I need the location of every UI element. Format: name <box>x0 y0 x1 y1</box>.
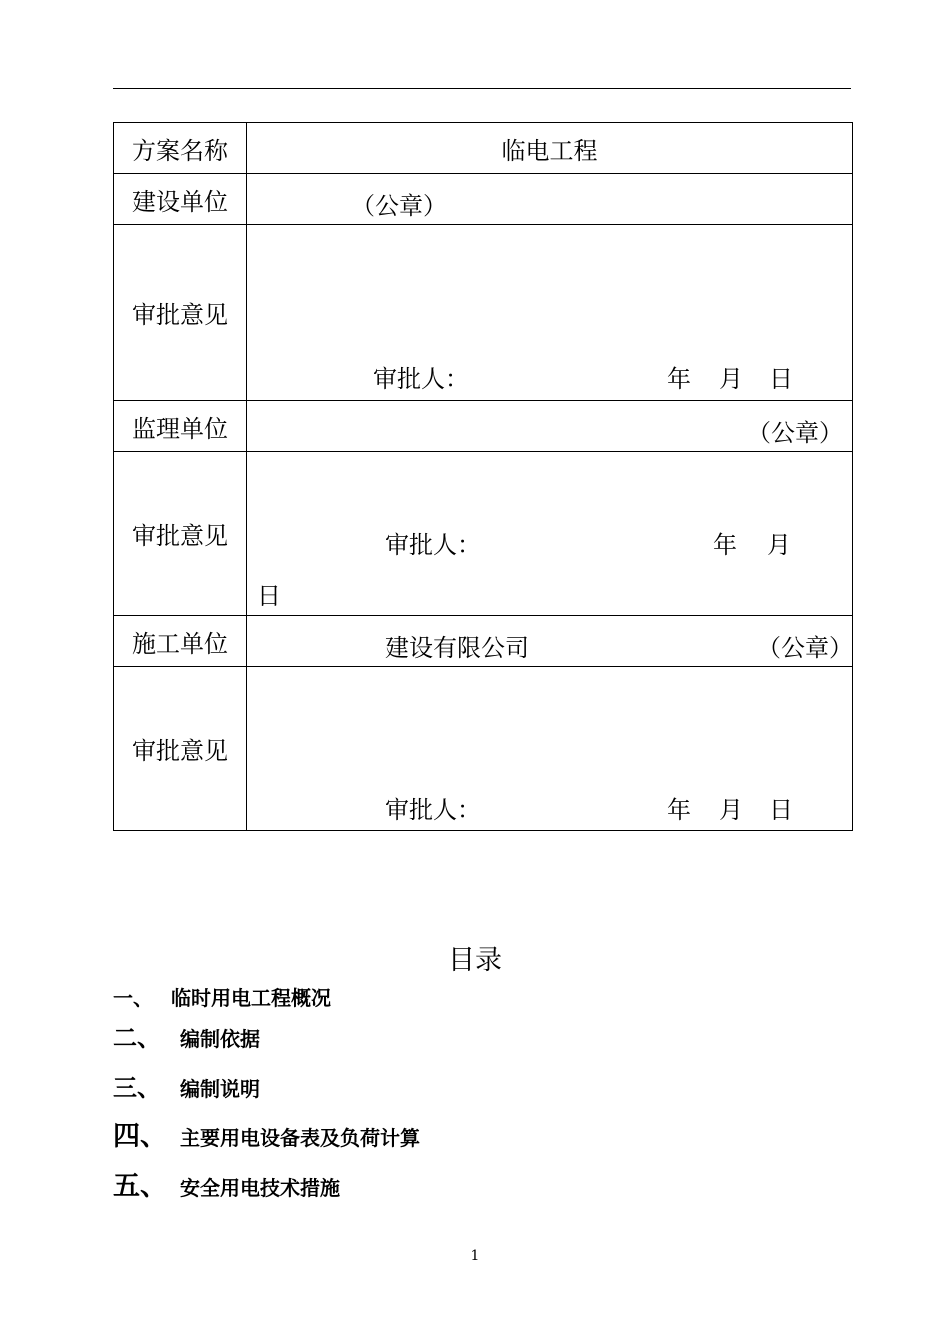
construction-unit-cell <box>247 174 853 225</box>
day-label: 日 <box>257 582 281 610</box>
table-row <box>114 174 853 225</box>
toc-item[interactable] <box>113 1164 340 1203</box>
construction-unit-label: 建设单位 <box>114 174 247 225</box>
approver-label: 审批人： <box>385 531 481 559</box>
approval-opinion-cell <box>247 225 853 401</box>
toc-item[interactable] <box>113 982 331 1011</box>
seal-text: （公章） <box>757 634 853 662</box>
month-label: 月 <box>719 365 743 393</box>
toc-item-text: 安全用电技术措施 <box>180 1176 340 1200</box>
contractor-unit-label: 施工单位 <box>114 616 247 667</box>
supervision-unit-label: 监理单位 <box>114 401 247 452</box>
approval-table <box>113 122 853 831</box>
toc-item-text: 编制说明 <box>180 1077 260 1101</box>
table-row <box>114 616 853 667</box>
toc-item[interactable] <box>113 1018 260 1053</box>
toc-item-number: 二、 <box>113 1024 161 1052</box>
month-label: 月 <box>719 796 743 824</box>
approval-opinion-cell <box>247 452 853 616</box>
toc-item-number: 三、 <box>113 1074 161 1102</box>
page-number: 1 <box>470 1248 480 1264</box>
seal-text: （公章） <box>747 419 843 447</box>
year-label: 年 <box>667 365 691 393</box>
toc-item[interactable] <box>113 1068 260 1103</box>
company-name: 建设有限公司 <box>385 634 529 662</box>
toc-item-text: 临时用电工程概况 <box>171 986 331 1010</box>
day-label: 日 <box>769 365 793 393</box>
approval-opinion-label: 审批意见 <box>114 225 247 401</box>
scheme-name-value: 临电工程 <box>247 123 853 174</box>
approval-opinion-label: 审批意见 <box>114 667 247 831</box>
scheme-name-label: 方案名称 <box>114 123 247 174</box>
toc-item-number: 一、 <box>113 986 153 1010</box>
table-row <box>114 123 853 174</box>
contractor-unit-cell <box>247 616 853 667</box>
year-label: 年 <box>667 796 691 824</box>
header-rule <box>113 88 851 89</box>
toc-item-number: 五、 <box>113 1171 167 1202</box>
supervision-unit-cell <box>247 401 853 452</box>
day-label: 日 <box>769 796 793 824</box>
toc-item-text: 主要用电设备表及负荷计算 <box>180 1126 420 1150</box>
table-row <box>114 667 853 831</box>
month-label: 月 <box>767 531 791 559</box>
table-row <box>114 225 853 401</box>
toc-item-number: 四、 <box>113 1121 167 1152</box>
toc-item[interactable] <box>113 1114 420 1153</box>
approval-opinion-cell <box>247 667 853 831</box>
approver-label: 审批人： <box>385 796 481 824</box>
table-row <box>114 452 853 616</box>
seal-text: （公章） <box>351 192 447 220</box>
year-label: 年 <box>713 531 737 559</box>
toc-title: 目录 <box>448 945 502 976</box>
table-row <box>114 401 853 452</box>
toc-item-text: 编制依据 <box>180 1027 260 1051</box>
approval-opinion-label: 审批意见 <box>114 452 247 616</box>
approver-label: 审批人： <box>373 365 469 393</box>
